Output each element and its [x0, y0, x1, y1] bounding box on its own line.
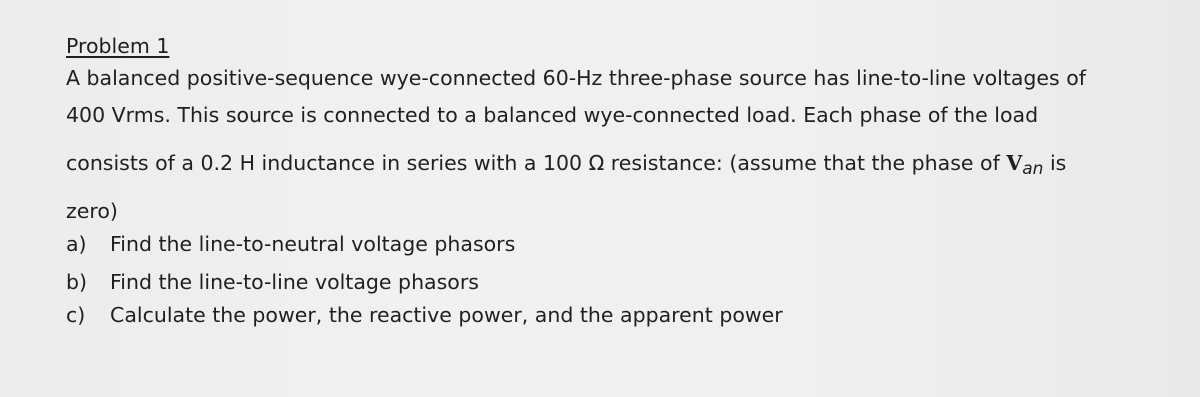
item-text: Calculate the power, the reactive power, and the apparent power — [110, 303, 783, 327]
question-item-c — [66, 305, 783, 326]
problem-statement-line-4: zero) — [66, 199, 118, 223]
item-marker: c) — [66, 303, 86, 327]
item-text: Find the line-to-neutral voltage phasors — [110, 232, 516, 256]
item-marker: a) — [66, 232, 87, 256]
problem-statement-line-2: 400 Vrms. This source is connected to a balanced wye-connected load. Each phase of the load — [66, 103, 1039, 127]
problem-title: Problem 1 — [66, 34, 170, 58]
statement-end: is — [1043, 151, 1067, 175]
phasor-subscript: an — [1022, 159, 1044, 179]
problem-statement-line-3 — [66, 151, 1067, 179]
problem-statement-line-1: A balanced positive-sequence wye-connected 60-Hz three-phase source has line-to-line voltages of — [66, 66, 1086, 90]
question-item-a — [66, 234, 515, 255]
question-item-b — [66, 272, 479, 293]
statement-text: consists of a 0.2 H inductance in series with a 100 Ω resistance: (assume that the phase of — [66, 151, 1007, 175]
item-text: Find the line-to-line voltage phasors — [110, 270, 479, 294]
phasor-variable: V — [1006, 151, 1023, 175]
item-marker: b) — [66, 270, 88, 294]
